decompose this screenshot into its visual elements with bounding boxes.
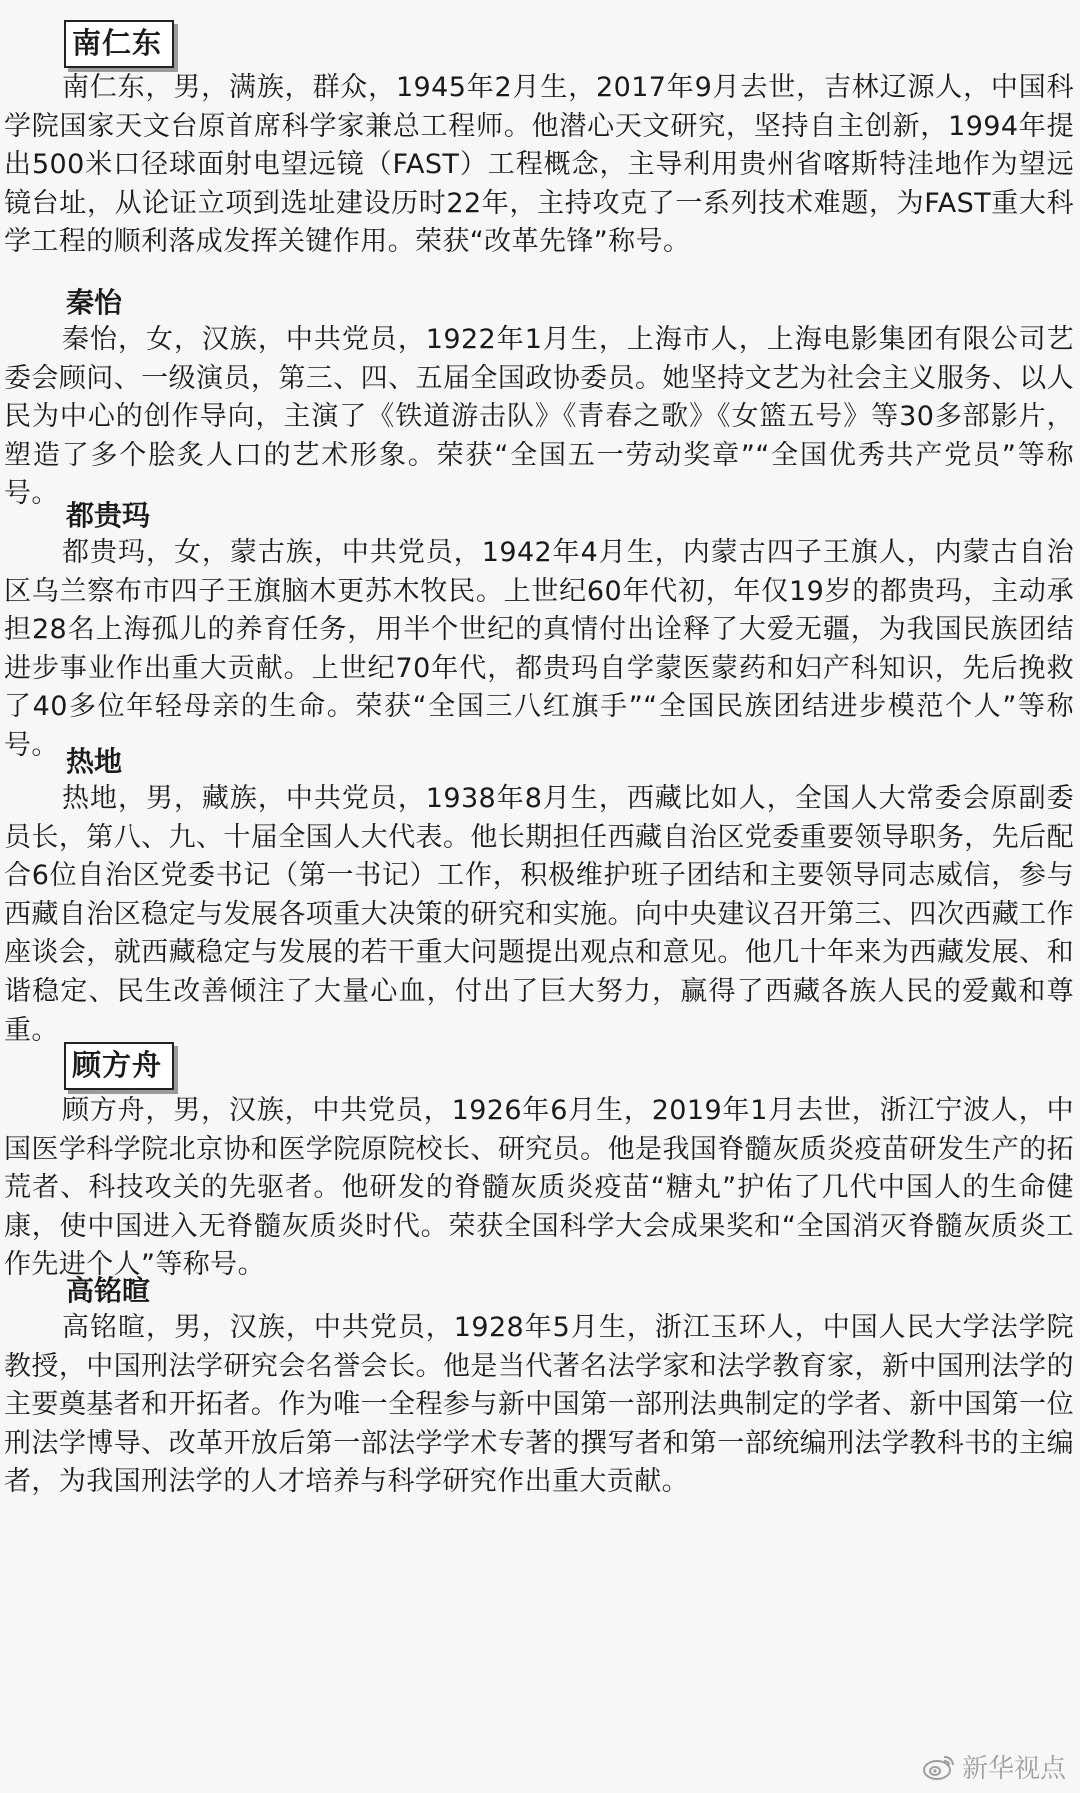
section-title-qin-yi: 秦怡 <box>66 286 123 319</box>
weibo-icon <box>922 1753 956 1781</box>
section-title-gao-mingxuan: 高铭暄 <box>66 1274 151 1307</box>
section-body-du-guima: 都贵玛，女，蒙古族，中共党员，1942年4月生，内蒙古四子王旗人，内蒙古自治区乌兰察布市四子王旗脑木更苏木牧民。上世纪60年代初，年仅19岁的都贵玛，主动承担28名上海孤儿的养育任务，用半个世纪的真情付出诠释了大爱无疆，为我国民族团结进步事业作出重大贡献。上世纪70年代，都贵玛自学蒙医蒙药和妇产科知识，先后挽救了40多位年轻母亲的生命。荣获“全国三八红旗手”“全国民族团结进步模范个人”等称号。 <box>4 537 1074 761</box>
section-body-nan-rendong: 南仁东，男，满族，群众，1945年2月生，2017年9月去世，吉林辽源人，中国科学院国家天文台原首席科学家兼总工程师。他潜心天文研究，坚持自主创新，1994年提出500米口径球面射电望远镜（FAST）工程概念，主导利用贵州省喀斯特洼地作为望远镜台址，从论证立项到选址建设历时22年，主持攻克了一系列技术难题，为FAST重大科学工程的顺利落成发挥关键作用。荣获“改革先锋”称号。 <box>4 72 1074 258</box>
section-title-re-di: 热地 <box>66 745 123 778</box>
section-title-du-guima: 都贵玛 <box>66 499 151 532</box>
section-body-qin-yi: 秦怡，女，汉族，中共党员，1922年1月生，上海市人，上海电影集团有限公司艺委会顾问、一级演员，第三、四、五届全国政协委员。她坚持文艺为社会主义服务、以人民为中心的创作导向，主演了《铁道游击队》《青春之歌》《女篮五号》等30多部影片，塑造了多个脍炙人口的艺术形象。荣获“全国五一劳动奖章”“全国优秀共产党员”等称号。 <box>4 324 1074 510</box>
section-title-nan-rendong: 南仁东 <box>64 20 174 68</box>
watermark-text: 新华视点 <box>961 1754 1066 1784</box>
section-title-gu-fangzhou: 顾方舟 <box>64 1042 174 1090</box>
section-body-re-di: 热地，男，藏族，中共党员，1938年8月生，西藏比如人，全国人大常委会原副委员长，第八、九、十届全国人大代表。他长期担任西藏自治区党委重要领导职务，先后配合6位自治区党委书记（第一书记）工作，积极维护班子团结和主要领导同志威信，参与西藏自治区稳定与发展各项重大决策的研究和实施。向中央建议召开第三、四次西藏工作座谈会，就西藏稳定与发展的若干重大问题提出观点和意见。他几十年来为西藏发展、和谐稳定、民生改善倾注了大量心血，付出了巨大努力，赢得了西藏各族人民的爱戴和尊重。 <box>4 783 1074 1046</box>
watermark <box>922 1748 1066 1785</box>
section-body-gao-mingxuan: 高铭暄，男，汉族，中共党员，1928年5月生，浙江玉环人，中国人民大学法学院教授，中国刑法学研究会名誉会长。他是当代著名法学家和法学教育家，新中国刑法学的主要奠基者和开拓者。作为唯一全程参与新中国第一部刑法典制定的学者、新中国第一位刑法学博导、改革开放后第一部法学学术专著的撰写者和第一部统编刑法学教科书的主编者，为我国刑法学的人才培养与科学研究作出重大贡献。 <box>4 1312 1074 1498</box>
section-body-gu-fangzhou: 顾方舟，男，汉族，中共党员，1926年6月生，2019年1月去世，浙江宁波人，中国医学科学院北京协和医学院原院校长、研究员。他是我国脊髓灰质炎疫苗研发生产的拓荒者、科技攻关的先驱者。他研发的脊髓灰质炎疫苗“糖丸”护佑了几代中国人的生命健康，使中国进入无脊髓灰质炎时代。荣获全国科学大会成果奖和“全国消灭脊髓灰质炎工作先进个人”等称号。 <box>4 1095 1074 1281</box>
